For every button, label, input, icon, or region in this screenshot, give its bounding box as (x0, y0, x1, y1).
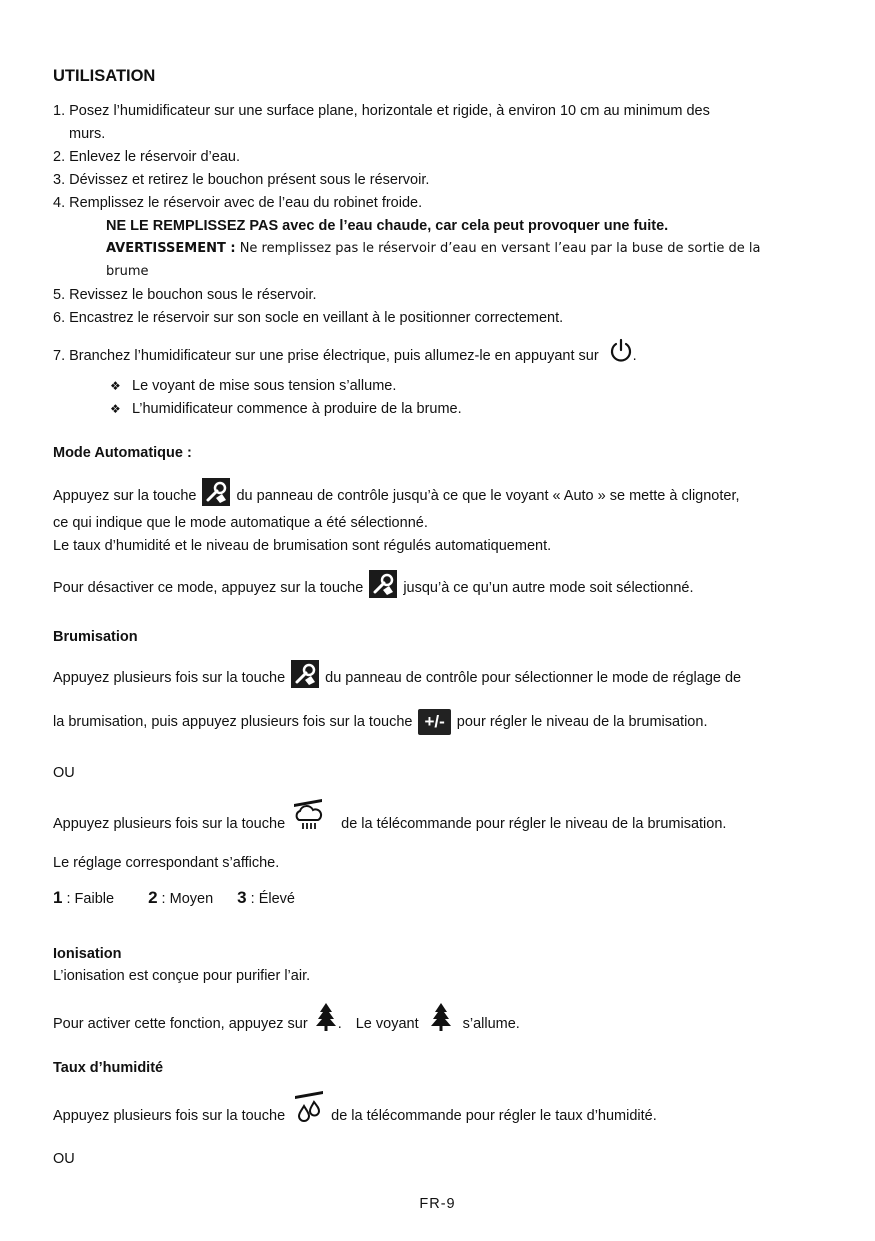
mist-para-3b: de la télécommande pour régler le niveau de la brumisation. (341, 816, 727, 832)
plus-minus-key: +/- (418, 709, 450, 735)
mist-para-4: Le réglage correspondant s’affiche. (53, 855, 280, 871)
auto-para-2: ce qui indique que le mode automatique a été sélectionné. (53, 515, 428, 531)
level-1-number: 1 (53, 888, 63, 907)
auto-para-4 (53, 570, 694, 598)
settings-tool-icon (202, 478, 230, 506)
ion-para-2d: s’allume. (462, 1016, 520, 1032)
auto-para-4a: Pour désactiver ce mode, appuyez sur la touche (53, 580, 364, 596)
ion-para-1: L’ionisation est conçue pour purifier l’air. (53, 968, 311, 984)
step-7-end: . (632, 348, 637, 364)
auto-para-4b: jusqu’à ce qu’un autre mode soit sélectionné. (403, 580, 694, 596)
mist-para-2 (53, 709, 707, 735)
mist-para-2b: pour régler le niveau de la brumisation. (456, 713, 708, 730)
mist-levels (53, 889, 295, 908)
ion-para-2b: . (337, 1016, 342, 1032)
page-title: UTILISATION (53, 67, 156, 85)
mist-para-1b: du panneau de contrôle pour sélectionner le mode de réglage de (325, 670, 742, 686)
mist-para-3 (53, 798, 726, 833)
page-number: FR-9 (419, 1196, 456, 1212)
level-3-label: : Élevé (246, 891, 295, 907)
step-6: 6. Encastrez le réservoir sur son socle en veillant à le positionner correctement. (53, 310, 564, 326)
auto-para-1 (53, 478, 740, 506)
humidity-para-1 (53, 1090, 657, 1125)
mist-cloud-icon (291, 798, 325, 832)
ion-para-2a: Pour activer cette fonction, appuyez sur (53, 1016, 308, 1032)
mist-or: OU (53, 765, 75, 781)
humidity-or: OU (53, 1151, 75, 1167)
step-3: 3. Dévissez et retirez le bouchon présent sous le réservoir. (53, 172, 430, 188)
ion-para-2c: Le voyant (355, 1016, 419, 1032)
level-1-label: : Faible (62, 891, 115, 907)
humidity-heading: Taux d’humidité (53, 1060, 164, 1076)
step-7-text: 7. Branchez l’humidificateur sur une prise électrique, puis allumez-le en appuyant sur (53, 348, 599, 364)
tree-icon (429, 1002, 453, 1032)
mist-para-1 (53, 660, 741, 688)
step-4: 4. Remplissez le réservoir avec de l’eau du robinet froide. (53, 195, 423, 211)
power-icon (609, 338, 633, 364)
bullet-1-text: Le voyant de mise sous tension s’allume. (132, 378, 397, 394)
mist-para-3a: Appuyez plusieurs fois sur la touche (53, 816, 286, 832)
ion-para-2 (53, 1002, 520, 1033)
level-3-number: 3 (237, 888, 247, 907)
ion-heading: Ionisation (53, 946, 122, 962)
step-5: 5. Revissez le bouchon sous le réservoir. (53, 287, 317, 303)
mist-para-1a: Appuyez plusieurs fois sur la touche (53, 670, 286, 686)
step-4-note: NE LE REMPLISSEZ PAS avec de l’eau chaude, car cela peut provoquer une fuite. (106, 218, 669, 234)
step-4-warning-cont: brume (106, 264, 149, 279)
step-1-cont: murs. (69, 126, 106, 142)
tree-icon (314, 1002, 338, 1032)
mist-para-2a: la brumisation, puis appuyez plusieurs fois sur la touche (53, 713, 413, 730)
step-2: 2. Enlevez le réservoir d’eau. (53, 149, 240, 165)
warning-text: Ne remplissez pas le réservoir d’eau en versant l’eau par la buse de sortie de la (235, 241, 761, 256)
bullet-icon: ❖ (110, 379, 121, 393)
step-4-warning (106, 240, 761, 258)
humidity-para-1b: de la télécommande pour régler le taux d’humidité. (331, 1108, 657, 1124)
warning-label: AVERTISSEMENT : (106, 241, 236, 256)
humidity-para-1a: Appuyez plusieurs fois sur la touche (53, 1108, 286, 1124)
bullet-icon: ❖ (110, 402, 121, 416)
step-7 (53, 338, 637, 365)
auto-heading: Mode Automatique : (53, 445, 192, 461)
level-2-number: 2 (148, 888, 158, 907)
level-2-label: : Moyen (157, 891, 214, 907)
bullet-2-text: L’humidificateur commence à produire de la brume. (132, 401, 462, 417)
bullet-1 (110, 377, 396, 395)
step-1: 1. Posez l’humidificateur sur une surface plane, horizontale et rigide, à environ 10 cm au minimum des (53, 103, 710, 119)
auto-para-1a: Appuyez sur la touche (53, 488, 197, 504)
auto-para-1b: du panneau de contrôle jusqu’à ce que le voyant « Auto » se mette à clignoter, (236, 488, 740, 504)
humidity-drops-icon (293, 1090, 325, 1124)
mist-heading: Brumisation (53, 629, 138, 645)
auto-para-3: Le taux d’humidité et le niveau de brumisation sont régulés automatiquement. (53, 538, 552, 554)
bullet-2 (110, 400, 462, 418)
settings-tool-icon (291, 660, 319, 688)
settings-tool-icon (369, 570, 397, 598)
